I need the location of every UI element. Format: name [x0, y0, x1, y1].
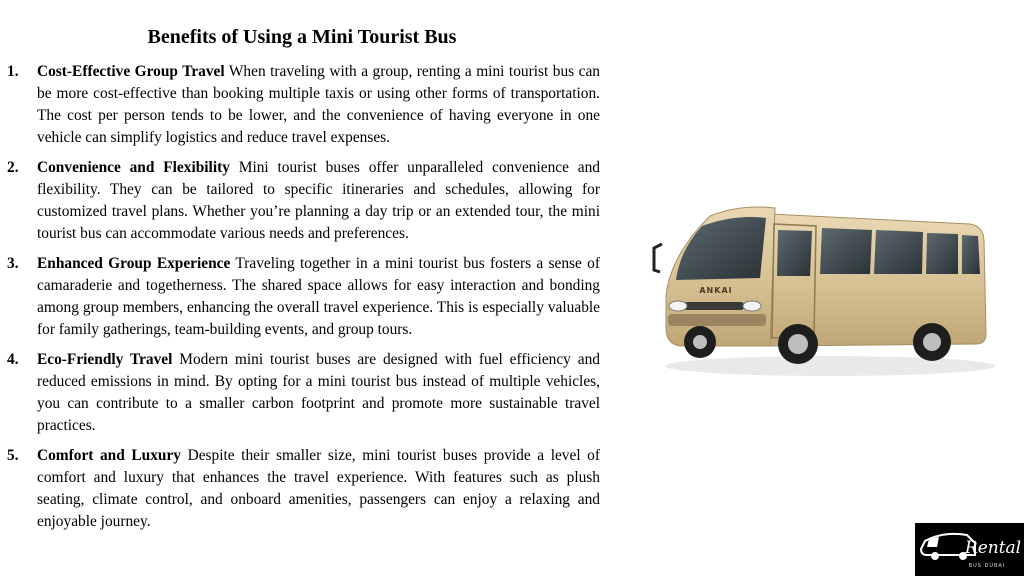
- item-text: Modern mini tourist buses are designed with fuel efficiency and reduced emissions in mind. By opting for a mini tourist bus instead of multiple vehicles, you can contribute to a smaller carbon footprint and promote more sustainable travel practices.: [37, 351, 600, 434]
- mini-bus-image: [640, 196, 1000, 386]
- item-text: When traveling with a group, renting a mini tourist bus can be more cost-effective than booking multiple taxis or using other forms of transportation. The cost per person tends to be lower, and the convenience of having everyone in one vehicle can simplify logistics and reduce travel expenses.: [37, 63, 600, 146]
- item-number: 1.: [7, 63, 19, 80]
- item-number: 2.: [7, 159, 19, 176]
- benefit-item: [0, 253, 600, 341]
- item-number: 5.: [7, 447, 19, 464]
- item-title: Convenience and Flexibility: [37, 159, 230, 176]
- item-title: Comfort and Luxury: [37, 447, 181, 464]
- benefit-item: [0, 349, 600, 437]
- benefit-item: [0, 445, 600, 533]
- item-text: Mini tourist buses offer unparalleled convenience and flexibility. They can be tailored to specific itineraries and schedules, allowing for customized travel plans. Whether you’re planning a day trip or an extended tour, the mini tourist bus can accommodate various needs and preferences.: [37, 159, 600, 242]
- item-title: Eco-Friendly Travel: [37, 351, 173, 368]
- item-text: Despite their smaller size, mini tourist buses provide a level of comfort and luxury that enhances the travel experience. With features such as plush seating, climate control, and onboard amenities, passengers can enjoy a relaxing and enjoyable journey.: [37, 447, 600, 530]
- benefits-list: [0, 61, 600, 541]
- item-number: 3.: [7, 255, 19, 272]
- page-title: Benefits of Using a Mini Tourist Bus: [147, 26, 457, 48]
- benefit-item: [0, 157, 600, 245]
- bus-brand-badge: ANKAI: [699, 286, 733, 295]
- item-text: Traveling together in a mini tourist bus fosters a sense of camaraderie and togetherness. The shared space allows for easy interaction and bonding among group members, enhancing the overall travel experience. This is especially valuable for family gatherings, team-building events, and group tours.: [37, 255, 600, 338]
- benefit-item: [0, 61, 600, 149]
- item-number: 4.: [7, 351, 19, 368]
- bus-logo-icon: [915, 523, 1024, 576]
- item-title: Cost-Effective Group Travel: [37, 63, 225, 80]
- logo-word: Rental: [964, 538, 1022, 558]
- logo-subtitle: BUS DUBAI: [968, 563, 1006, 569]
- item-title: Enhanced Group Experience: [37, 255, 231, 272]
- rental-bus-dubai-logo: [915, 523, 1024, 576]
